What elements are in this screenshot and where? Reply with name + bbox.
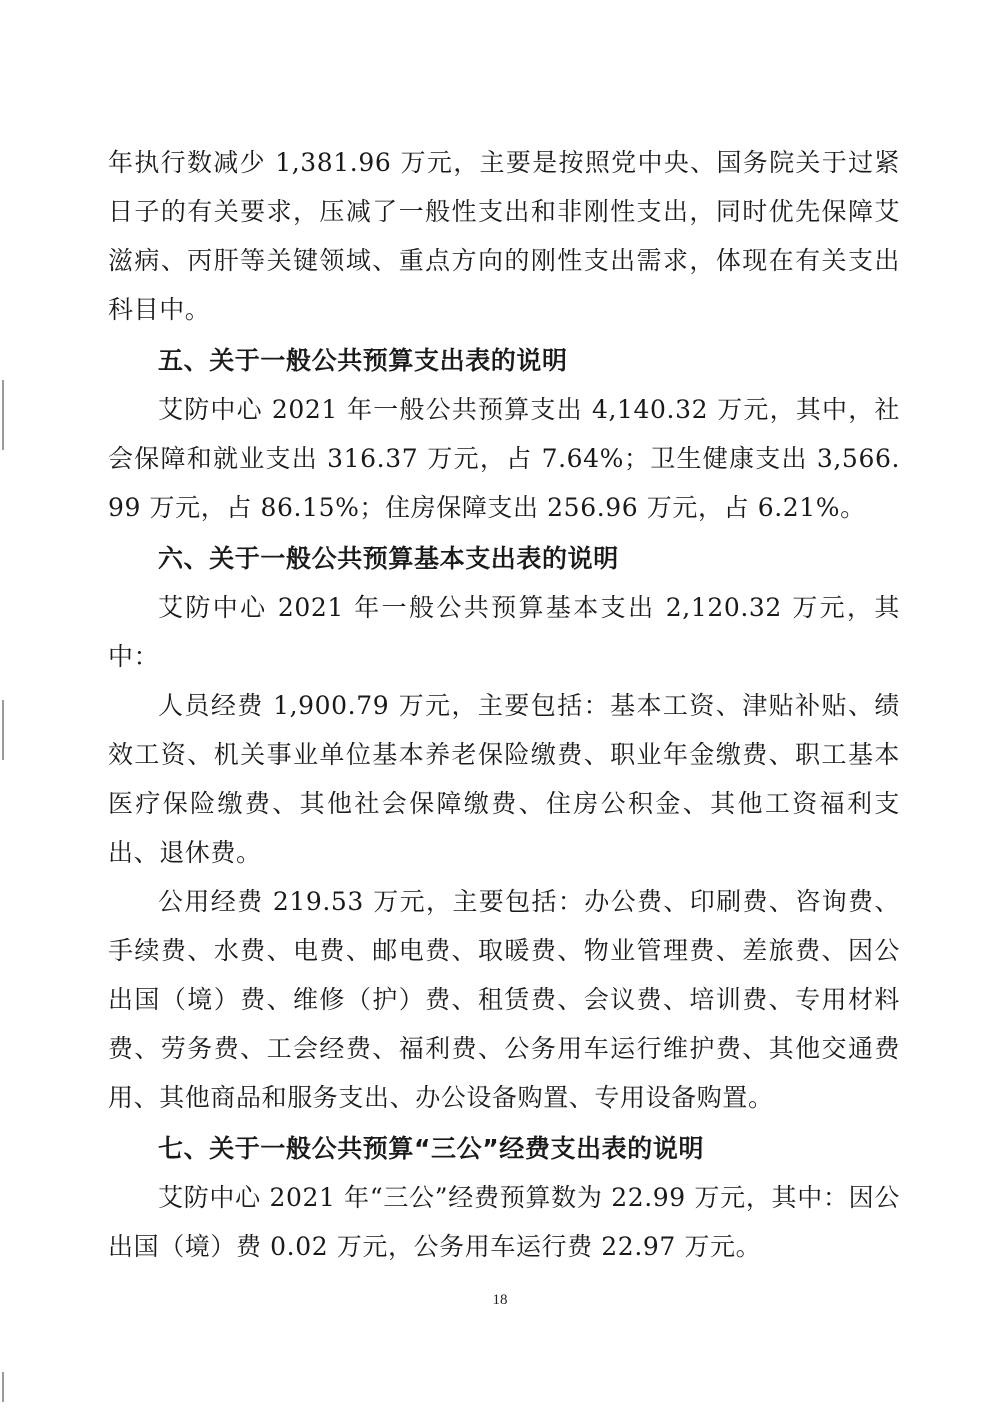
section-heading-6: 六、关于一般公共预算基本支出表的说明: [158, 544, 619, 573]
section-heading-7: 七、关于一般公共预算“三公”经费支出表的说明: [158, 1134, 705, 1163]
paragraph-personnel-expenses: 人员经费 1,900.79 万元，主要包括：基本工资、津贴补贴、绩效工资、机关事业单位基本养老保险缴费、职业年金缴费、职工基本医疗保险缴费、其他社会保障缴费、住房公积金、其他工资福利支出、退休费。: [108, 691, 900, 867]
page-number: 18: [492, 1292, 508, 1308]
paragraph-general-budget-expenditure: 艾防中心 2021 年一般公共预算支出 4,140.32 万元，其中，社会保障和就业支出 316.37 万元，占 7.64%；卫生健康支出 3,566.99 万元，占 86.15%；住房保障支出 256.96 万元，占 6.21%。: [108, 395, 900, 522]
paragraph-three-public-expenses: 艾防中心 2021 年“三公”经费预算数为 22.99 万元，其中：因公出国（境）费 0.02 万元，公务用车运行费 22.97 万元。: [108, 1183, 900, 1261]
scan-edge-mark: [2, 700, 4, 760]
document-body: [108, 138, 900, 1271]
paragraph-public-expenses: 公用经费 219.53 万元，主要包括：办公费、印刷费、咨询费、手续费、水费、电费、邮电费、取暖费、物业管理费、差旅费、因公出国（境）费、维修（护）费、租赁费、会议费、培训费、专用材料费、劳务费、工会经费、福利费、公务用车运行维护费、其他交通费用、其他商品和服务支出、办公设备购置、专用设备购置。: [108, 887, 900, 1112]
paragraph-basic-expenditure: 艾防中心 2021 年一般公共预算基本支出 2,120.32 万元，其中：: [108, 593, 900, 671]
section-heading-5: 五、关于一般公共预算支出表的说明: [158, 346, 568, 375]
scan-edge-mark: [2, 380, 4, 450]
paragraph-continuation: 年执行数减少 1,381.96 万元，主要是按照党中央、国务院关于过紧日子的有关要求，压减了一般性支出和非刚性支出，同时优先保障艾滋病、丙肝等关键领域、重点方向的刚性支出需求，体现在有关支出科目中。: [108, 148, 900, 324]
scan-edge-mark: [2, 1372, 4, 1402]
